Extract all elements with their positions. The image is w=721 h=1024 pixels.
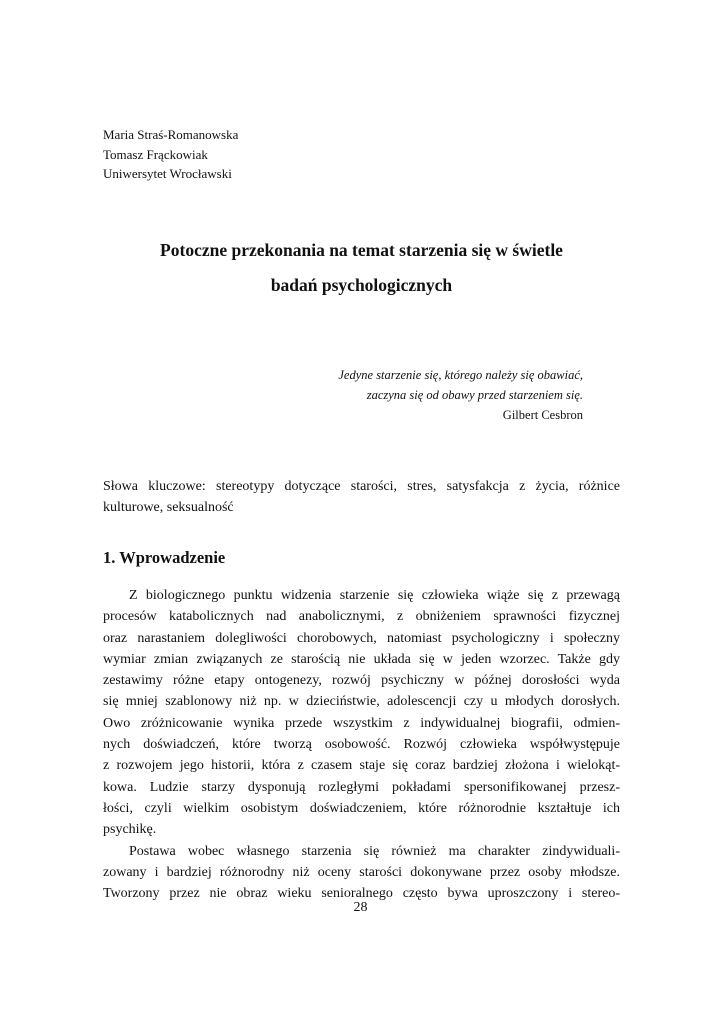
body-text [103,585,620,904]
body-line: z rozwojem jego historii, która z czasem staje się coraz bardziej złożona i wielokąt- [103,758,620,774]
body-line: Tworzony przez nie obraz wieku senioralnego często bywa uproszczony i stereo- [103,886,620,902]
body-line: Owo zróżnicowanie wynika przede wszystkim z indywidualnej biografii, odmien- [103,715,620,731]
body-line: psychikę. [103,822,157,838]
body-line: Postawa wobec własnego starzenia się również ma charakter zindywiduali- [129,843,620,859]
title-line: badań psychologicznych [270,275,453,295]
body-line: łości, czyli wielkim osobistym doświadczeniem, które różnorodnie kształtuje ich [103,800,620,816]
epigraph-line: zaczyna się od obawy przed starzeniem się. [366,388,583,402]
epigraph-line: Jedyne starzenie się, którego należy się obawiać, [338,368,583,382]
author-name: Maria Straś-Romanowska [103,127,239,142]
affiliation: Uniwersytet Wrocławski [103,166,232,181]
epigraph-author: Gilbert Cesbron [502,408,583,422]
body-line: się mniej szablonowy niż np. w dzieciństwie, adolescencji czy u młodych dorosłych. [103,694,620,710]
body-line: Z biologicznego punktu widzenia starzenie się człowieka wiąże się z przewagą [129,588,620,603]
keywords-line: kulturowe, seksualność [103,500,234,515]
body-line: zestawimy różne etapy ontogenezy, rozwój psychiczny w późnej dorosłości wyda [103,673,620,689]
body-line: procesów katabolicznych nad anabolicznymi, z obniżeniem sprawności fizycznej [103,609,620,625]
keywords-line: Słowa kluczowe: stereotypy dotyczące starości, stres, satysfakcja z życia, różnice [103,479,620,494]
body-line: zowany i bardziej różnorodny niż oceny starości dokonywane przez osoby młodsze. [103,864,620,880]
body-line: wymiar zmian związanych ze starością nie układa się w jeden wzorzec. Także gdy [103,651,620,667]
title-line: Potoczne przekonania na temat starzenia się w świetle [160,240,563,260]
article-title [103,233,620,303]
page-number: 28 [353,900,368,915]
keywords [103,476,620,518]
author-name: Tomasz Frąckowiak [103,146,208,162]
body-line: kowa. Ludzie starzy dysponują rozległymi pokładami spersonifikowanej przesz- [103,779,620,795]
body-line: oraz narastaniem dolegliwości chorobowych, natomiast psychologiczny i społeczny [103,630,620,646]
epigraph [338,365,583,425]
body-line: nych doświadczeń, które tworzą osobowość. Rozwój człowieka współwystępuje [103,737,620,753]
section-heading: 1. Wprowadzenie [103,548,226,567]
author-block [103,125,238,184]
